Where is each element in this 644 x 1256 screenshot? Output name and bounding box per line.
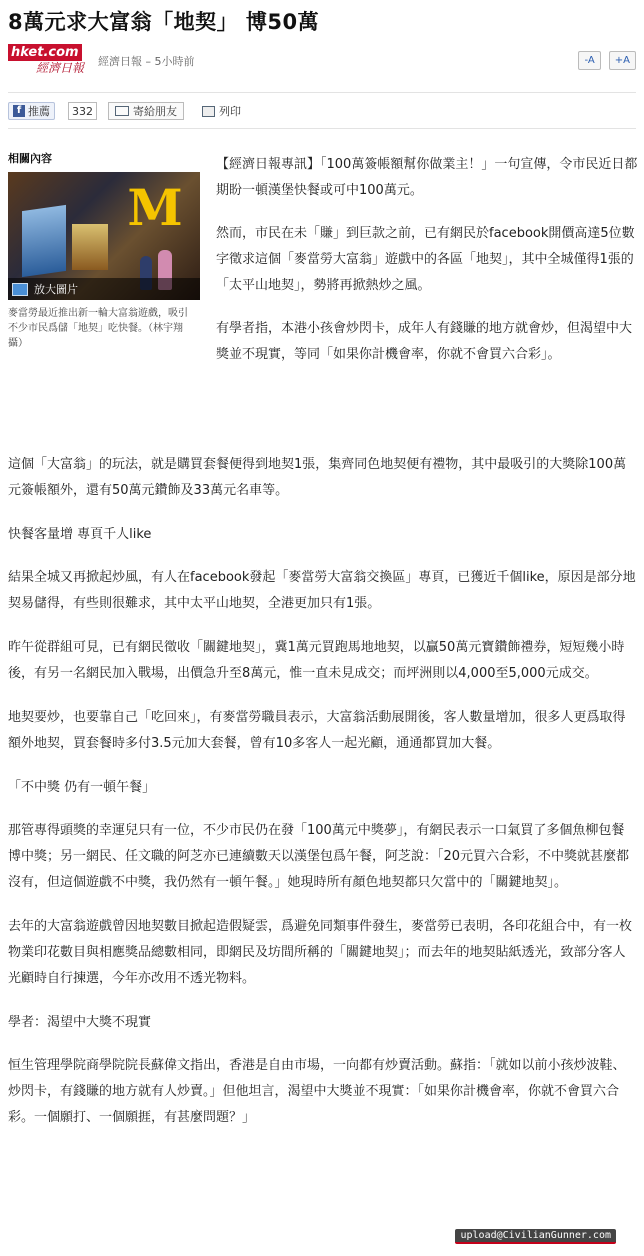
- lead-section: [216, 152, 642, 385]
- golden-arches-logo: M: [127, 178, 183, 237]
- divider-toolbar: [8, 128, 636, 129]
- email-friend-button[interactable]: [108, 102, 184, 120]
- like-label: 推薦: [28, 105, 50, 118]
- article-photo[interactable]: [8, 172, 200, 300]
- font-size-controls: [575, 48, 636, 70]
- enlarge-photo-button[interactable]: [8, 278, 200, 300]
- article-body: [8, 452, 636, 1149]
- subheading: 學者：渴望中大獎不現實: [8, 1015, 152, 1030]
- lead-paragraph: 有學者指，本港小孩會炒閃卡，成年人有錢賺的地方就會炒，但渴望中大獎並不現實，等同「如果你計機會率，你就不會買六合彩」。: [216, 321, 633, 362]
- lead-paragraph: 然而，市民在未「賺」到巨款之前，已有網民於facebook開價高達5位數字徵求這個「麥當勞大富翁」遊戲中的各區「地契」，其中全城僅得1張的「太平山地契」，勢將再掀熱炒之風。: [216, 226, 635, 293]
- divider-top: [8, 92, 636, 93]
- source-row: [8, 44, 636, 74]
- email-friend-label: 寄給朋友: [133, 105, 177, 118]
- photo-caption: 麥當勞最近推出新一輪大富翁遊戲，吸引不少市民爲儲「地契」吃快餐。（林宇翔攝）: [8, 308, 188, 349]
- related-content: [8, 150, 200, 351]
- facebook-like-button[interactable]: [8, 102, 55, 120]
- like-count: 332: [68, 102, 97, 120]
- logo-top-text: hket.com: [8, 44, 82, 61]
- photo-poster: [22, 205, 66, 277]
- source-label: 經濟日報 – 5小時前: [98, 55, 195, 68]
- body-paragraph: 昨午從群組可見，已有網民徵收「關鍵地契」，冀1萬元買跑馬地地契，以贏50萬元寶鑽飾禮券，短短幾小時後，有另一名網民加入戰場，出價急升至8萬元，惟一直未見成交；而坪洲則以4,000至5,000元成交。: [8, 640, 625, 681]
- print-label: 列印: [219, 105, 241, 118]
- photo-poster-secondary: [72, 224, 108, 270]
- body-paragraph: 去年的大富翁遊戲曾因地契數目掀起造假疑雲，爲避免同類事件發生，麥當勞已表明，各印花組合中，有一枚物業印花數目與相應獎品總數相同，即網民及坊間所稱的「關鍵地契」；而去年的地契貼紙透光，致部分客人光顧時自行揀選，今年亦改用不透光物料。: [8, 919, 633, 986]
- increase-font-button[interactable]: +A: [609, 51, 636, 70]
- print-button[interactable]: [198, 102, 245, 120]
- enlarge-icon: [12, 283, 28, 296]
- body-paragraph: 那管專得頭獎的幸運兒只有一位，不少市民仍在發「100萬元中獎夢」，有網民表示一口氣買了多個魚柳包餐博中獎；另一網民、任文職的阿芝亦已連續數天以漢堡包爲午餐，阿芝說：「20元買六合彩，不中獎就甚麼都沒有，但這個遊戲不中獎，我仍然有一頓午餐。」她現時所有顏色地契都只欠當中的「關鍵地契」。: [8, 823, 630, 890]
- subheading: 快餐客量增 專頁千人like: [8, 527, 152, 542]
- logo-bottom-text: 經濟日報: [36, 61, 85, 75]
- related-heading: 相關內容: [8, 152, 52, 165]
- body-paragraph: 結果全城又再掀起炒風，有人在facebook發起「麥當勞大富翁交換區」專頁，已獲近千個like，原因是部分地契易儲得，有些則很難求，其中太平山地契，全港更加只有1張。: [8, 570, 636, 611]
- article-headline: 8萬元求大富翁「地契」 博50萬: [8, 10, 320, 34]
- envelope-icon: [115, 106, 129, 116]
- enlarge-label: 放大圖片: [34, 283, 78, 296]
- body-paragraph: 地契要炒，也要靠自己「吃回來」，有麥當勞職員表示，大富翁活動展開後，客人數量增加，很多人更爲取得額外地契，買套餐時多付3.5元加大套餐，曾有10多客人一起光顧，通通都買加大餐。: [8, 710, 626, 751]
- lead-paragraph: 【經濟日報專訊】「100萬簽帳額幫你做業主！」一句宣傳，令市民近日都期盼一頓漢堡快餐或可中100萬元。: [216, 157, 638, 198]
- body-paragraph: 這個「大富翁」的玩法，就是購買套餐便得到地契1張，集齊同色地契便有禮物，其中最吸引的大獎除100萬元簽帳額外，還有50萬元鑽飾及33萬元名車等。: [8, 457, 627, 498]
- subheading: 「不中獎 仍有一頓午餐」: [8, 780, 156, 795]
- share-toolbar: [8, 102, 636, 122]
- body-paragraph: 恒生管理學院商學院院長蘇偉文指出，香港是自由市場，一向都有炒賣活動。蘇指：「就如以前小孩炒波鞋、炒閃卡，有錢賺的地方就有人炒賣。」但他坦言，渴望中大獎並不現實：「如果你計機會率，你就不會買六合彩。一個願打、一個願捱，有甚麼問題？」: [8, 1058, 626, 1125]
- hket-logo[interactable]: [8, 44, 90, 74]
- upload-watermark: upload@CivilianGunner.com: [455, 1229, 616, 1244]
- decrease-font-button[interactable]: -A: [578, 51, 600, 70]
- facebook-icon: f: [13, 105, 25, 117]
- printer-icon: [202, 106, 215, 117]
